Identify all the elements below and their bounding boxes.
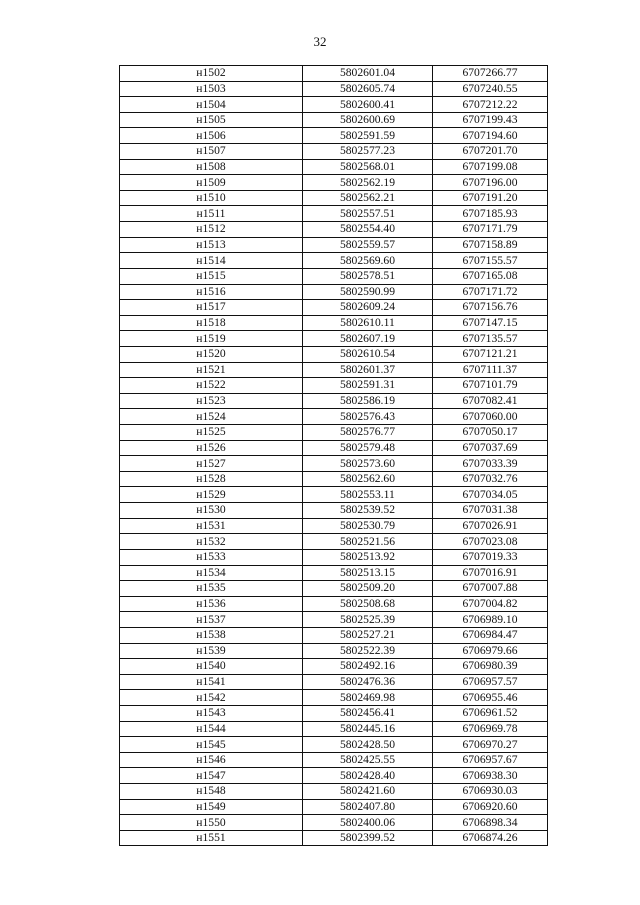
y-coordinate-cell: 6707135.57	[433, 331, 548, 347]
x-coordinate-cell: 5802400.06	[303, 815, 433, 831]
x-coordinate-cell: 5802399.52	[303, 830, 433, 846]
point-id-cell: н1509	[120, 175, 303, 191]
point-id-cell: н1535	[120, 581, 303, 597]
point-id-cell: н1512	[120, 222, 303, 238]
x-coordinate-cell: 5802600.69	[303, 112, 433, 128]
x-coordinate-cell: 5802476.36	[303, 674, 433, 690]
y-coordinate-cell: 6707212.22	[433, 97, 548, 113]
table-row	[120, 627, 548, 643]
y-coordinate-cell: 6707111.37	[433, 362, 548, 378]
y-coordinate-cell: 6706955.46	[433, 690, 548, 706]
y-coordinate-cell: 6707171.72	[433, 284, 548, 300]
point-id-cell: н1502	[120, 66, 303, 82]
table-row	[120, 175, 548, 191]
x-coordinate-cell: 5802562.60	[303, 471, 433, 487]
table-row	[120, 378, 548, 394]
table-row	[120, 425, 548, 441]
point-id-cell: н1542	[120, 690, 303, 706]
y-coordinate-cell: 6707037.69	[433, 440, 548, 456]
y-coordinate-cell: 6706980.39	[433, 659, 548, 675]
table-row	[120, 830, 548, 846]
point-id-cell: н1551	[120, 830, 303, 846]
x-coordinate-cell: 5802428.50	[303, 737, 433, 753]
table-row	[120, 768, 548, 784]
table-row	[120, 409, 548, 425]
table-row	[120, 456, 548, 472]
point-id-cell: н1546	[120, 752, 303, 768]
x-coordinate-cell: 5802578.51	[303, 268, 433, 284]
point-id-cell: н1508	[120, 159, 303, 175]
x-coordinate-cell: 5802590.99	[303, 284, 433, 300]
point-id-cell: н1548	[120, 784, 303, 800]
y-coordinate-cell: 6706957.57	[433, 674, 548, 690]
coordinates-table-body	[120, 66, 548, 846]
point-id-cell: н1544	[120, 721, 303, 737]
y-coordinate-cell: 6707004.82	[433, 596, 548, 612]
x-coordinate-cell: 5802522.39	[303, 643, 433, 659]
y-coordinate-cell: 6707171.79	[433, 222, 548, 238]
x-coordinate-cell: 5802559.57	[303, 237, 433, 253]
x-coordinate-cell: 5802513.92	[303, 549, 433, 565]
x-coordinate-cell: 5802591.59	[303, 128, 433, 144]
table-row	[120, 487, 548, 503]
table-row	[120, 346, 548, 362]
x-coordinate-cell: 5802601.04	[303, 66, 433, 82]
y-coordinate-cell: 6707199.43	[433, 112, 548, 128]
x-coordinate-cell: 5802445.16	[303, 721, 433, 737]
table-row	[120, 97, 548, 113]
x-coordinate-cell: 5802569.60	[303, 253, 433, 269]
table-row	[120, 643, 548, 659]
point-id-cell: н1550	[120, 815, 303, 831]
x-coordinate-cell: 5802527.21	[303, 627, 433, 643]
table-row	[120, 815, 548, 831]
point-id-cell: н1505	[120, 112, 303, 128]
table-row	[120, 315, 548, 331]
table-row	[120, 159, 548, 175]
table-row	[120, 690, 548, 706]
x-coordinate-cell: 5802557.51	[303, 206, 433, 222]
table-row	[120, 393, 548, 409]
x-coordinate-cell: 5802539.52	[303, 503, 433, 519]
y-coordinate-cell: 6707147.15	[433, 315, 548, 331]
point-id-cell: н1533	[120, 549, 303, 565]
y-coordinate-cell: 6707023.08	[433, 534, 548, 550]
point-id-cell: н1531	[120, 518, 303, 534]
table-row	[120, 612, 548, 628]
point-id-cell: н1519	[120, 331, 303, 347]
point-id-cell: н1536	[120, 596, 303, 612]
table-row	[120, 112, 548, 128]
table-row	[120, 799, 548, 815]
x-coordinate-cell: 5802492.16	[303, 659, 433, 675]
point-id-cell: н1537	[120, 612, 303, 628]
x-coordinate-cell: 5802576.43	[303, 409, 433, 425]
y-coordinate-cell: 6706979.66	[433, 643, 548, 659]
y-coordinate-cell: 6706957.67	[433, 752, 548, 768]
x-coordinate-cell: 5802456.41	[303, 705, 433, 721]
x-coordinate-cell: 5802610.11	[303, 315, 433, 331]
y-coordinate-cell: 6707031.38	[433, 503, 548, 519]
point-id-cell: н1518	[120, 315, 303, 331]
table-row	[120, 206, 548, 222]
y-coordinate-cell: 6707032.76	[433, 471, 548, 487]
x-coordinate-cell: 5802601.37	[303, 362, 433, 378]
point-id-cell: н1523	[120, 393, 303, 409]
y-coordinate-cell: 6707033.39	[433, 456, 548, 472]
point-id-cell: н1527	[120, 456, 303, 472]
table-row	[120, 81, 548, 97]
y-coordinate-cell: 6707019.33	[433, 549, 548, 565]
x-coordinate-cell: 5802513.15	[303, 565, 433, 581]
table-row	[120, 721, 548, 737]
table-row	[120, 549, 548, 565]
y-coordinate-cell: 6707034.05	[433, 487, 548, 503]
table-row	[120, 784, 548, 800]
table-row	[120, 362, 548, 378]
x-coordinate-cell: 5802407.80	[303, 799, 433, 815]
x-coordinate-cell: 5802562.21	[303, 190, 433, 206]
y-coordinate-cell: 6707101.79	[433, 378, 548, 394]
y-coordinate-cell: 6706969.78	[433, 721, 548, 737]
x-coordinate-cell: 5802573.60	[303, 456, 433, 472]
table-row	[120, 503, 548, 519]
table-row	[120, 705, 548, 721]
point-id-cell: н1520	[120, 346, 303, 362]
x-coordinate-cell: 5802509.20	[303, 581, 433, 597]
y-coordinate-cell: 6706874.26	[433, 830, 548, 846]
point-id-cell: н1547	[120, 768, 303, 784]
table-row	[120, 674, 548, 690]
y-coordinate-cell: 6707060.00	[433, 409, 548, 425]
x-coordinate-cell: 5802425.55	[303, 752, 433, 768]
x-coordinate-cell: 5802568.01	[303, 159, 433, 175]
y-coordinate-cell: 6707201.70	[433, 144, 548, 160]
y-coordinate-cell: 6707199.08	[433, 159, 548, 175]
x-coordinate-cell: 5802609.24	[303, 300, 433, 316]
point-id-cell: н1514	[120, 253, 303, 269]
table-row	[120, 268, 548, 284]
x-coordinate-cell: 5802591.31	[303, 378, 433, 394]
x-coordinate-cell: 5802553.11	[303, 487, 433, 503]
point-id-cell: н1545	[120, 737, 303, 753]
point-id-cell: н1511	[120, 206, 303, 222]
table-row	[120, 300, 548, 316]
y-coordinate-cell: 6707016.91	[433, 565, 548, 581]
y-coordinate-cell: 6707050.17	[433, 425, 548, 441]
table-row	[120, 596, 548, 612]
point-id-cell: н1525	[120, 425, 303, 441]
y-coordinate-cell: 6706970.27	[433, 737, 548, 753]
table-row	[120, 581, 548, 597]
point-id-cell: н1538	[120, 627, 303, 643]
coordinates-table	[119, 65, 548, 846]
x-coordinate-cell: 5802610.54	[303, 346, 433, 362]
point-id-cell: н1516	[120, 284, 303, 300]
x-coordinate-cell: 5802521.56	[303, 534, 433, 550]
table-row	[120, 190, 548, 206]
x-coordinate-cell: 5802562.19	[303, 175, 433, 191]
x-coordinate-cell: 5802600.41	[303, 97, 433, 113]
table-row	[120, 471, 548, 487]
point-id-cell: н1510	[120, 190, 303, 206]
table-row	[120, 237, 548, 253]
x-coordinate-cell: 5802421.60	[303, 784, 433, 800]
y-coordinate-cell: 6707240.55	[433, 81, 548, 97]
y-coordinate-cell: 6706898.34	[433, 815, 548, 831]
y-coordinate-cell: 6706920.60	[433, 799, 548, 815]
y-coordinate-cell: 6706938.30	[433, 768, 548, 784]
table-row	[120, 222, 548, 238]
table-row	[120, 66, 548, 82]
table-row	[120, 144, 548, 160]
y-coordinate-cell: 6706930.03	[433, 784, 548, 800]
table-row	[120, 440, 548, 456]
x-coordinate-cell: 5802576.77	[303, 425, 433, 441]
point-id-cell: н1506	[120, 128, 303, 144]
point-id-cell: н1532	[120, 534, 303, 550]
y-coordinate-cell: 6707026.91	[433, 518, 548, 534]
y-coordinate-cell: 6707196.00	[433, 175, 548, 191]
point-id-cell: н1529	[120, 487, 303, 503]
table-row	[120, 534, 548, 550]
x-coordinate-cell: 5802586.19	[303, 393, 433, 409]
table-row	[120, 565, 548, 581]
y-coordinate-cell: 6707007.88	[433, 581, 548, 597]
point-id-cell: н1530	[120, 503, 303, 519]
point-id-cell: н1540	[120, 659, 303, 675]
point-id-cell: н1515	[120, 268, 303, 284]
point-id-cell: н1549	[120, 799, 303, 815]
point-id-cell: н1524	[120, 409, 303, 425]
y-coordinate-cell: 6707266.77	[433, 66, 548, 82]
point-id-cell: н1539	[120, 643, 303, 659]
table-row	[120, 659, 548, 675]
point-id-cell: н1528	[120, 471, 303, 487]
y-coordinate-cell: 6707191.20	[433, 190, 548, 206]
x-coordinate-cell: 5802469.98	[303, 690, 433, 706]
x-coordinate-cell: 5802525.39	[303, 612, 433, 628]
point-id-cell: н1504	[120, 97, 303, 113]
point-id-cell: н1541	[120, 674, 303, 690]
table-row	[120, 518, 548, 534]
y-coordinate-cell: 6707185.93	[433, 206, 548, 222]
x-coordinate-cell: 5802428.40	[303, 768, 433, 784]
y-coordinate-cell: 6707165.08	[433, 268, 548, 284]
x-coordinate-cell: 5802579.48	[303, 440, 433, 456]
point-id-cell: н1507	[120, 144, 303, 160]
x-coordinate-cell: 5802605.74	[303, 81, 433, 97]
x-coordinate-cell: 5802554.40	[303, 222, 433, 238]
x-coordinate-cell: 5802530.79	[303, 518, 433, 534]
x-coordinate-cell: 5802607.19	[303, 331, 433, 347]
y-coordinate-cell: 6706989.10	[433, 612, 548, 628]
y-coordinate-cell: 6707156.76	[433, 300, 548, 316]
y-coordinate-cell: 6707158.89	[433, 237, 548, 253]
table-row	[120, 253, 548, 269]
table-row	[120, 128, 548, 144]
point-id-cell: н1534	[120, 565, 303, 581]
y-coordinate-cell: 6707155.57	[433, 253, 548, 269]
table-row	[120, 752, 548, 768]
point-id-cell: н1517	[120, 300, 303, 316]
point-id-cell: н1521	[120, 362, 303, 378]
y-coordinate-cell: 6706984.47	[433, 627, 548, 643]
page-number: 32	[313, 34, 327, 49]
table-row	[120, 284, 548, 300]
table-row	[120, 737, 548, 753]
point-id-cell: н1513	[120, 237, 303, 253]
point-id-cell: н1526	[120, 440, 303, 456]
y-coordinate-cell: 6707121.21	[433, 346, 548, 362]
y-coordinate-cell: 6706961.52	[433, 705, 548, 721]
point-id-cell: н1522	[120, 378, 303, 394]
x-coordinate-cell: 5802508.68	[303, 596, 433, 612]
point-id-cell: н1503	[120, 81, 303, 97]
x-coordinate-cell: 5802577.23	[303, 144, 433, 160]
y-coordinate-cell: 6707082.41	[433, 393, 548, 409]
table-row	[120, 331, 548, 347]
point-id-cell: н1543	[120, 705, 303, 721]
y-coordinate-cell: 6707194.60	[433, 128, 548, 144]
